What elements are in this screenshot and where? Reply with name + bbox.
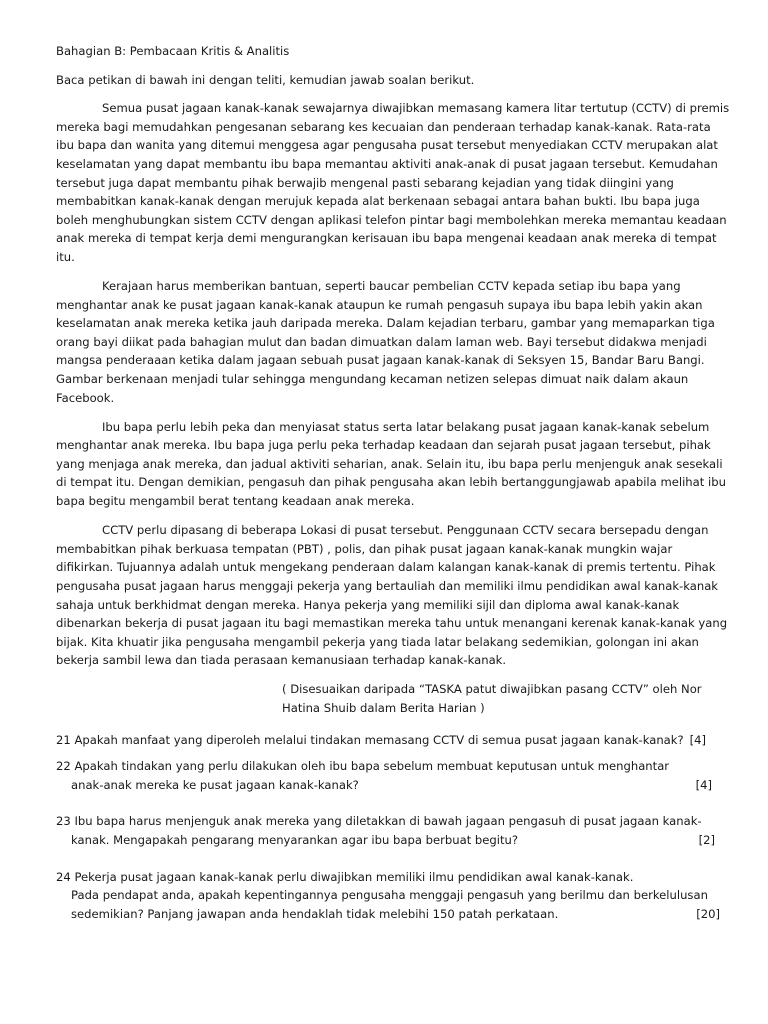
passage-paragraph-2: Kerajaan harus memberikan bantuan, seperti baucar pembelian CCTV kepada setiap ibu bapa yang menghantar anak ke pusat jagaan kanak-kanak ataupun ke rumah pengasuh supaya ibu bapa lebih yakin akan keselamatan anak mereka ketika jauh daripada mereka. Dalam kejadian terbaru, gambar yang memaparkan tiga orang bayi diikat pada bahagian mulut dan badan dimuatkan dalam laman web. Bayi tersebut didakwa menjadi mangsa penderaaan ketika dalam jagaan sebuah pusat jagaan kanak-kanak di Seksyen 15, Bandar Baru Bangi. Gambar berkenaan menjadi tular sehingga mengundang kecaman netizen selepas dimuat naik dalam akaun Facebook. [56,279,715,405]
question-22 [56,757,732,794]
passage-paragraph-1: Semua pusat jagaan kanak-kanak sewajarnya diwajibkan memasang kamera litar tertutup (CCTV) di premis mereka bagi memudahkan pengesanan sebarang kes kecuaian dan penderaan terhadap kanak-kanak. Rata-rata ibu bapa dan wanita yang ditemui menggesa agar pengusaha pusat tersebut menyediakan CCTV merupakan alat keselamatan yang dapat membantu ibu bapa memantau aktiviti anak-anak di pusat jagaan tersebut. Kemudahan tersebut juga dapat membantu pihak berwajib mengenal pasti sebarang kejadian yang tidak diingini yang membabitkan kanak-kanak dengan merujuk kepada alat berkenaan sebagai antara bahan bukti. Ibu bapa juga boleh menghubungkan sistem CCTV dengan aplikasi telefon pintar bagi membolehkan mereka memantau keadaan anak mereka di tempat kerja demi mengurangkan kerisauan ibu bapa mengenai keadaan anak mereka di tempat itu. [56,101,730,264]
source-citation: ( Disesuaikan daripada “TASKA patut diwajibkan pasang CCTV” oleh Nor Hatina Shuib dalam Berita Harian ) [282,682,702,715]
instruction-text: Baca petikan di bawah ini dengan teliti, kemudian jawab soalan berikut. [56,72,475,87]
document-page [56,42,732,923]
question-text-line: 24 Pekerja pusat jagaan kanak-kanak perlu diwajibkan memiliki ilmu pendidikan awal kanak-kanak. [56,869,634,884]
question-23 [56,812,732,849]
question-text-line: sedemikian? Panjang jawapan anda hendaklah tidak melebihi 150 patah perkataan. [71,906,559,921]
question-24 [56,868,732,924]
question-mark-value: [2] [698,832,715,847]
passage-paragraph-4: CCTV perlu dipasang di beberapa Lokasi di pusat tersebut. Penggunaan CCTV secara bersepadu dengan membabitkan pihak berkuasa tempatan (PBT) , polis, dan pihak pusat jagaan kanak-kanak mungkin wajar difikirkan. Tujuannya adalah untuk mengekang penderaan dalam kalangan kanak-kanak di premis tertentu. Pihak pengusaha pusat jagaan harus menggaji pekerja yang bertauliah dan memiliki ilmu pendidikan awal kanak-kanak sahaja untuk berkhidmat dengan mereka. Hanya pekerja yang memiliki sijil dan diploma awal kanak-kanak dibenarkan bekerja di pusat jagaan itu bagi memastikan mereka tahu untuk menangani kerenak kanak-kanak yang bijak. Kita khuatir jika pengusaha mengambil pekerja yang tiada latar belakang sedemikian, golongan ini akan bekerja sambil lewa dan tiada perasaan kemanusiaan terhadap kanak-kanak. [56,523,728,668]
question-text-line: 23 Ibu bapa harus menjenguk anak mereka yang diletakkan di bawah jagaan pengasuh di pusat jagaan kanak- [56,814,702,829]
question-mark-value: [20] [696,906,720,921]
question-text-line: 22 Apakah tindakan yang perlu dilakukan oleh ibu bapa sebelum membuat keputusan untuk menghantar [56,759,670,774]
question-21 [56,731,732,750]
passage-paragraph-3: Ibu bapa perlu lebih peka dan menyiasat status serta latar belakang pusat jagaan kanak-kanak sebelum menghantar anak mereka. Ibu bapa juga perlu peka terhadap keadaan dan sejarah pusat jagaan tersebut, pihak yang menjaga anak mereka, dan jadual aktiviti seharian, anak. Selain itu, ibu bapa perlu menjenguk anak sesekali di tempat itu. Dengan demikian, pengasuh dan pihak pengusaha akan lebih bertanggungjawab apabila melihat ibu bapa begitu mengambil berat tentang keadaan anak mereka. [56,419,726,509]
question-text-line: kanak. Mengapakah pengarang menyarankan agar ibu bapa berbuat begitu? [71,832,519,847]
question-mark-value: [4] [689,732,706,747]
question-text-line: Pada pendapat anda, apakah kepentingannya pengusaha menggaji pengasuh yang berilmu dan berkelulusan [71,888,708,903]
question-mark-value: [4] [695,777,712,792]
section-title: Bahagian B: Pembacaan Kritis & Analitis [56,44,290,58]
question-text-line: anak-anak mereka ke pusat jagaan kanak-kanak? [71,777,359,792]
question-text-line: 21 Apakah manfaat yang diperoleh melalui tindakan memasang CCTV di semua pusat jagaan kanak-kanak? [56,732,684,747]
